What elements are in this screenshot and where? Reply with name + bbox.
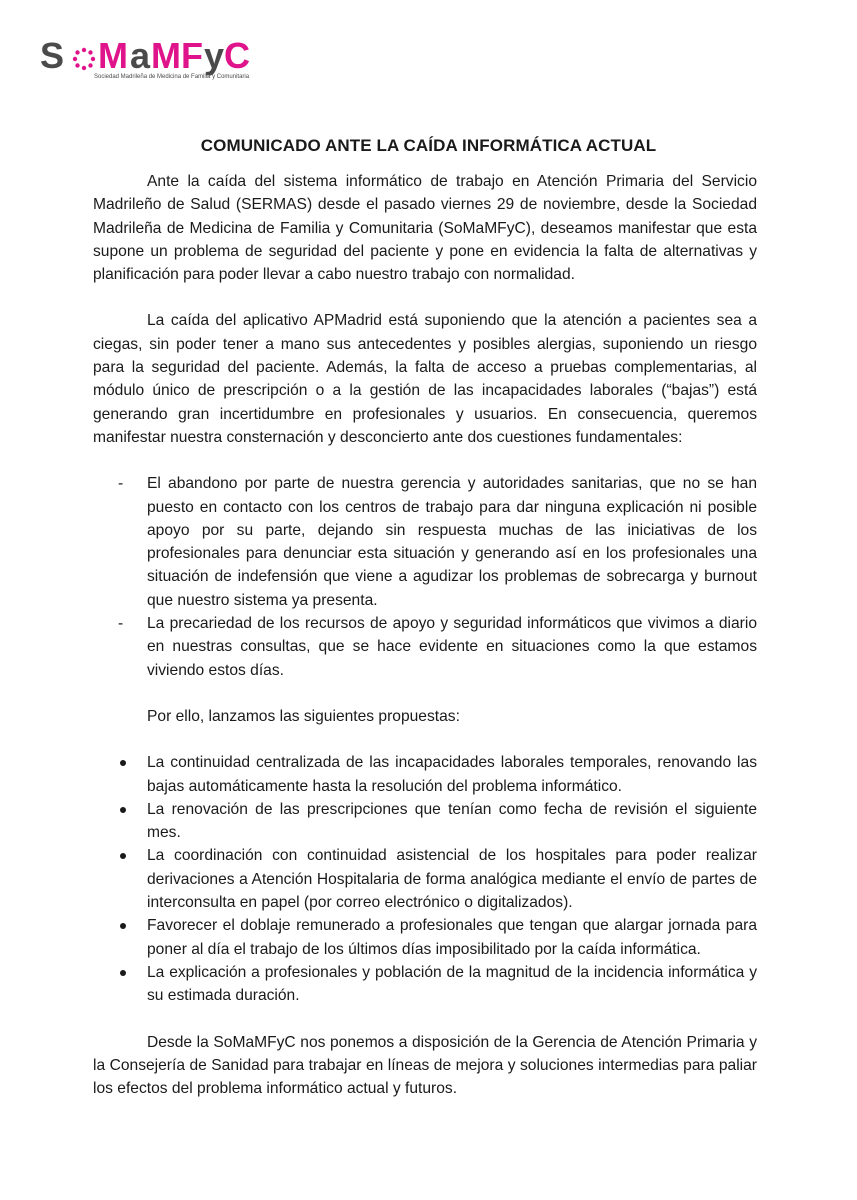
list-item [93, 798, 757, 845]
proposal-text: La explicación a profesionales y población de la magnitud de la incidencia informática y su estimada duración. [147, 963, 757, 1005]
svg-text:MF: MF [151, 35, 203, 76]
document-title: COMUNICADO ANTE LA CAÍDA INFORMÁTICA ACTUAL [200, 136, 657, 155]
proposal-text: La continuidad centralizada de las incapacidades laborales temporales, renovando las bajas automáticamente hasta la resolución del problema informático. [147, 754, 757, 795]
svg-text:C: C [224, 35, 250, 76]
proposals-list [93, 751, 757, 1007]
bullet-icon [120, 923, 126, 929]
concern-text: La precariedad de los recursos de apoyo y seguridad informáticos que vivimos a diario en nuestras consultas, que se hace evidente en situaciones como la que estamos viviendo estos días. [147, 615, 757, 679]
logo-dot-ring [73, 48, 95, 70]
list-item [93, 751, 757, 798]
bullet-icon [120, 853, 126, 859]
bullet-icon [120, 970, 126, 976]
dash-marker: - [118, 615, 124, 633]
list-item [93, 472, 757, 612]
list-item [93, 844, 757, 914]
svg-text:S: S [40, 35, 65, 76]
list-item [93, 961, 757, 1008]
proposal-text: Favorecer el doblaje remunerado a profesionales que tengan que alargar jornada para poner al día el trabajo de los últimos días imposibilitado por la caída informática. [147, 917, 757, 958]
svg-text:y: y [204, 35, 225, 76]
svg-text:Sociedad Madrileña de Medicina: Sociedad Madrileña de Medicina de Familia y Comunitaria [94, 74, 250, 80]
intro-paragraph: Ante la caída del sistema informático de trabajo en Atención Primaria del Servicio Madrileño de Salud (SERMAS) desde el pasado viernes 29 de noviembre, desde la Sociedad Madrileña de Medicina de Familia y Comunitaria (SoMaMFyC), deseamos manifestar que esta supone un problema de seguridad del paciente y pone en evidencia la falta de alternativas y planificación para poder llevar a cabo nuestro trabajo con normalidad. [93, 173, 757, 284]
somamfyc-logo [40, 30, 270, 86]
document-body [93, 170, 757, 1123]
svg-text:a: a [130, 35, 151, 76]
svg-text:M: M [98, 35, 128, 76]
proposals-intro: Por ello, lanzamos las siguientes propuestas: [147, 707, 460, 725]
bullet-icon [120, 760, 126, 766]
concerns-list [93, 472, 757, 682]
dash-marker: - [118, 475, 124, 493]
proposal-text: La coordinación con continuidad asistencial de los hospitales para poder realizar derivaciones a Atención Hospitalaria de forma analógica mediante el envío de partes de interconsulta en papel (por correo electrónico o digitalizados). [147, 847, 757, 912]
closing-paragraph: Desde la SoMaMFyC nos ponemos a disposición de la Gerencia de Atención Primaria y la Consejería de Sanidad para trabajar en líneas de mejora y soluciones intermedias para paliar los efectos del problema informático actual y futuros. [93, 1033, 757, 1098]
list-item [93, 612, 757, 682]
proposal-text: La renovación de las prescripciones que tenían como fecha de revisión el siguiente mes. [147, 800, 757, 842]
bullet-icon [120, 807, 126, 813]
list-item [93, 914, 757, 961]
concern-text: El abandono por parte de nuestra gerencia y autoridades sanitarias, que no se han puesto en contacto con los centros de trabajo para dar ninguna explicación ni posible apoyo por su parte, dejando sin respuesta muchas de las iniciativas de los profesionales para denunciar esta situación y generando así en los profesionales una situación de indefensión que viene a agudizar los problemas de sobrecarga y burnout que nuestro sistema ya presenta. [147, 475, 757, 609]
context-paragraph: La caída del aplicativo APMadrid está suponiendo que la atención a pacientes sea a ciegas, sin poder tener a mano sus antecedentes y posibles alergias, suponiendo un riesgo para la seguridad del paciente. Además, la falta de acceso a pruebas complementarias, al módulo único de prescripción o a la gestión de las incapacidades laborales (“bajas”) está generando gran incertidumbre en profesionales y usuarios. En consecuencia, queremos manifestar nuestra consternación y desconcierto ante dos cuestiones fundamentales: [93, 312, 757, 446]
